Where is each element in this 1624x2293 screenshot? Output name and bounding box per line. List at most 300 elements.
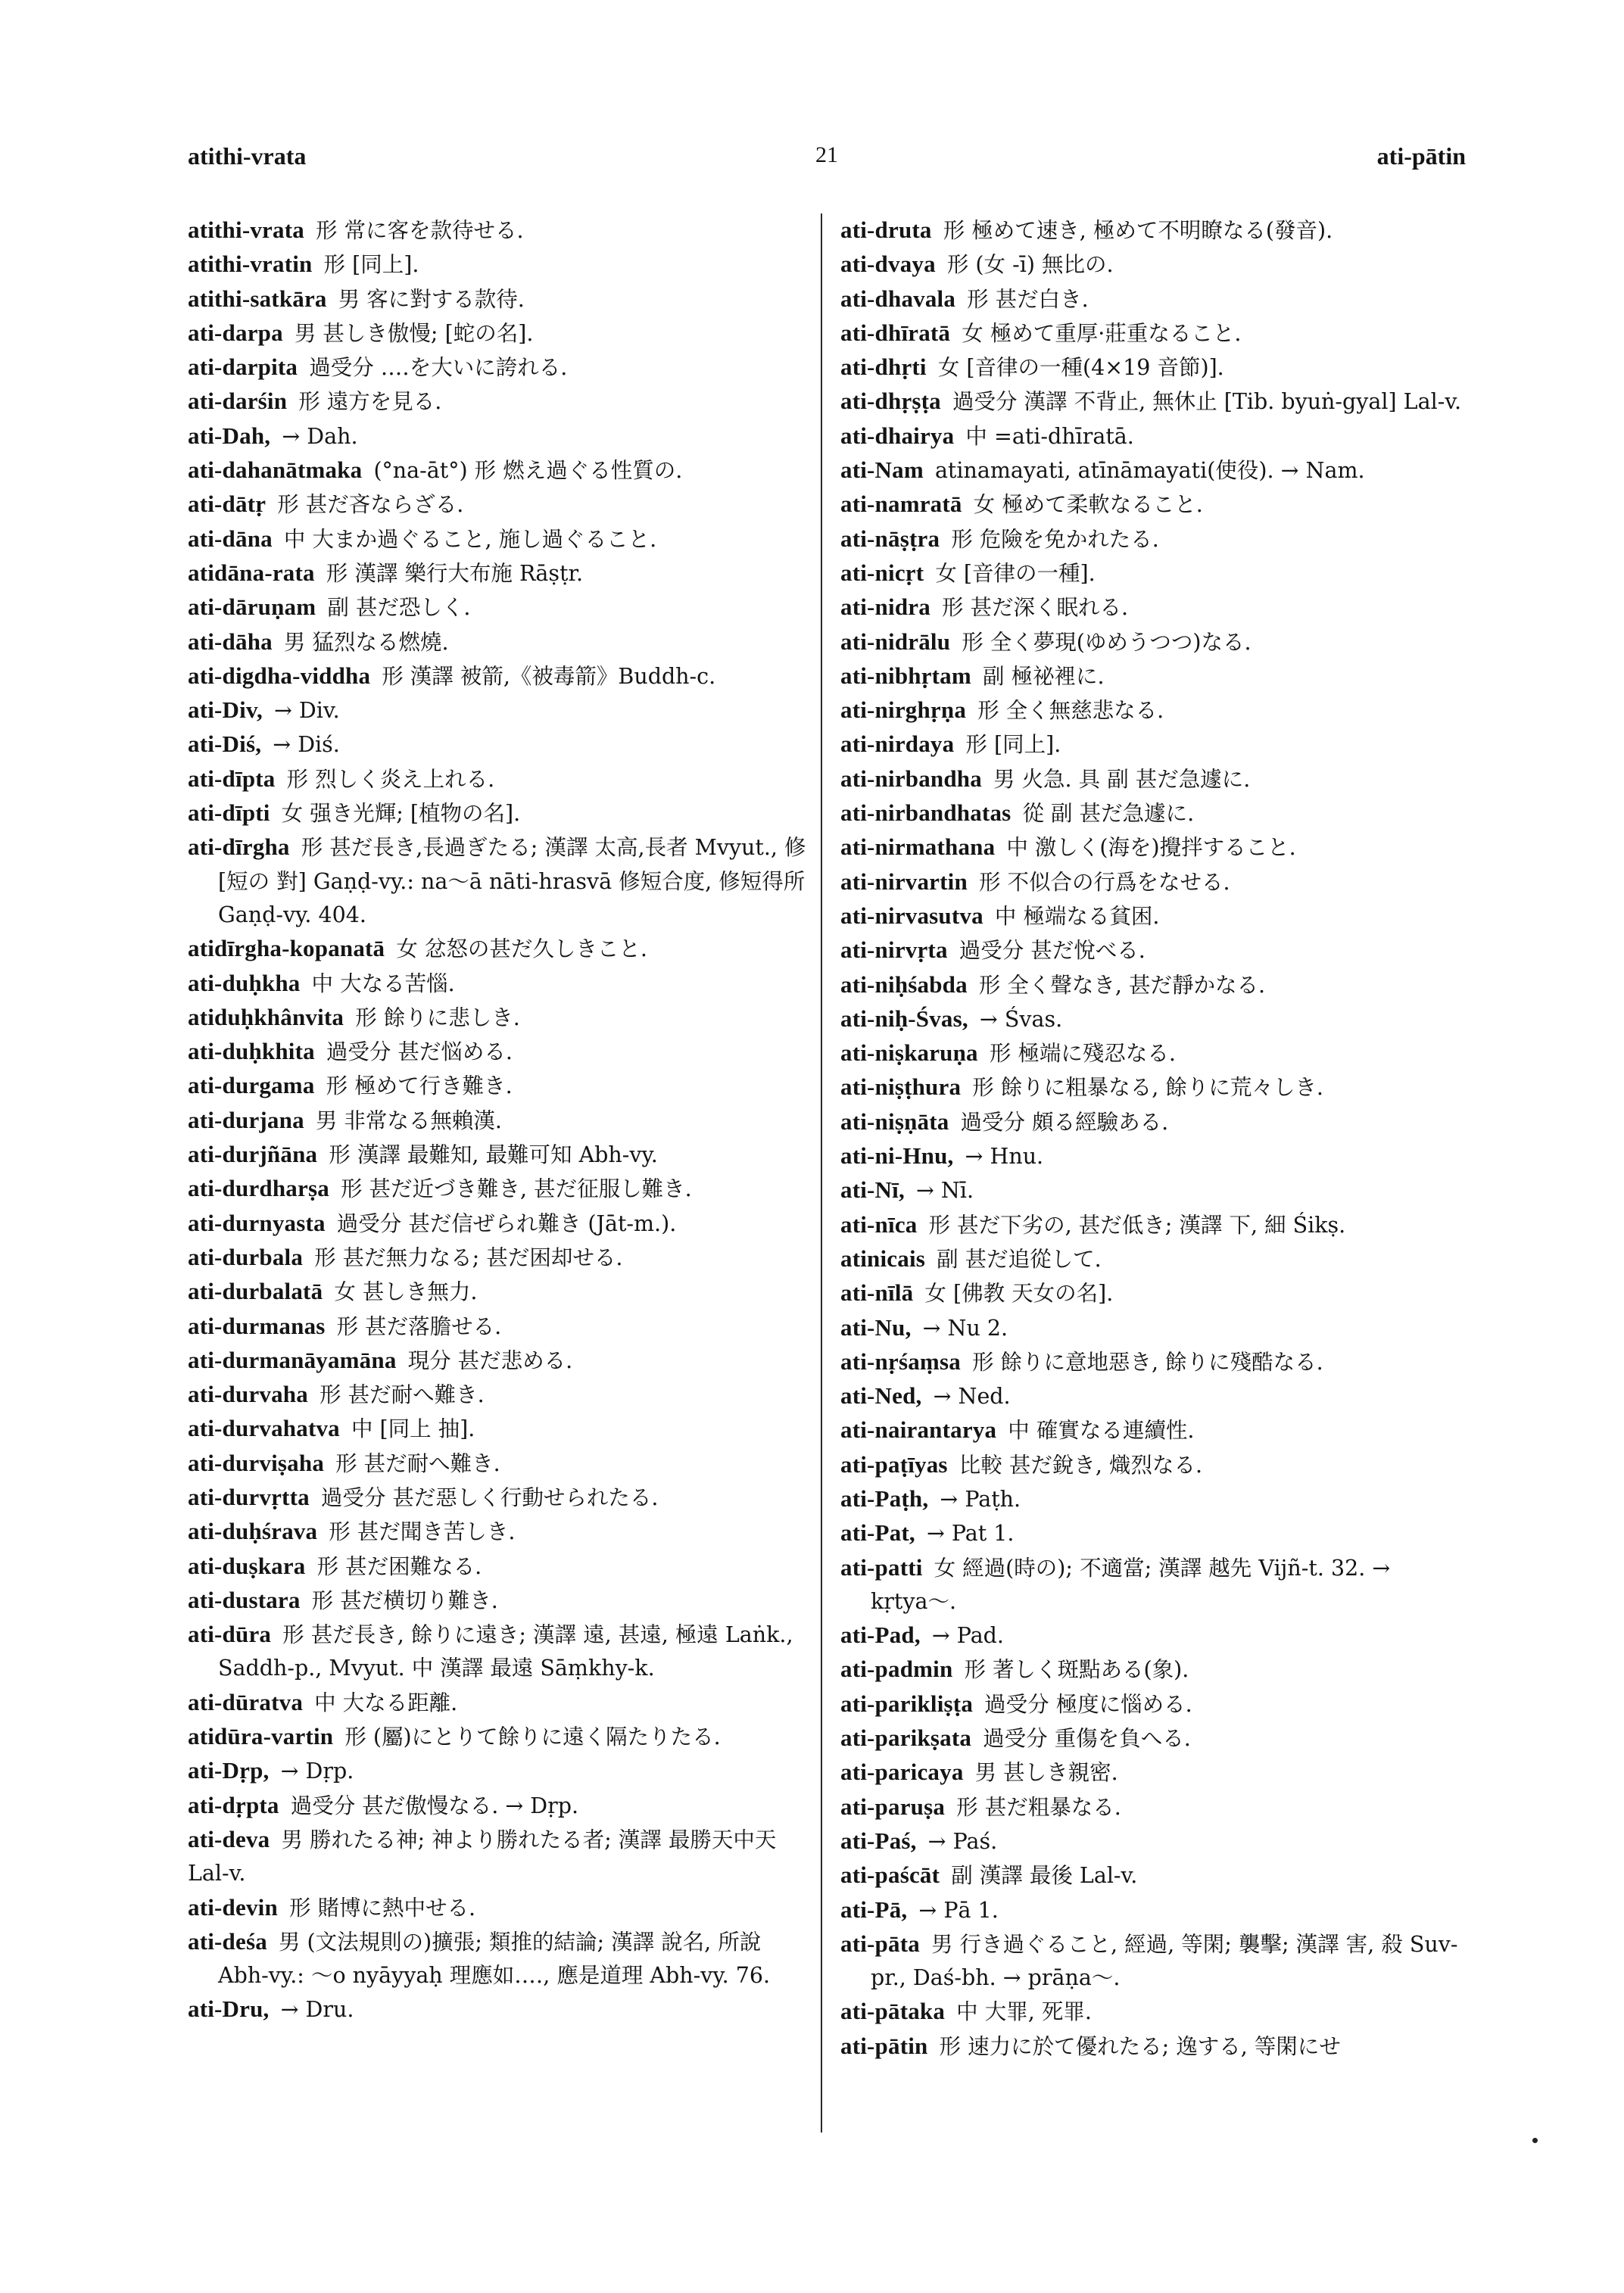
dictionary-entry: [840, 1276, 1470, 1310]
entry-definition: 男 客に對する款待.: [338, 286, 525, 312]
dictionary-entry: [188, 967, 818, 1001]
entry-definition: 形 [同上].: [965, 732, 1061, 758]
dictionary-entry: [188, 316, 818, 350]
entry-definition: 過受分 甚だ悅べる.: [959, 938, 1146, 964]
dictionary-entry: [840, 556, 1470, 590]
entry-headword: ati-durgama: [188, 1072, 315, 1099]
dictionary-entry: [840, 1721, 1470, 1756]
entry-headword: ati-paruṣa: [840, 1793, 946, 1820]
entry-headword: atidīrgha-kopanatā: [188, 935, 385, 962]
dictionary-entry: [188, 488, 818, 522]
right-column: [840, 213, 1470, 2064]
entry-headword: ati-nirbandhatas: [840, 799, 1011, 827]
entry-definition: 形 甚だ困難なる.: [316, 1553, 482, 1579]
entry-definition: 形 極めて速き, 極めて不明瞭なる(發音).: [943, 218, 1333, 243]
dictionary-entry: [188, 1720, 818, 1754]
dictionary-entry: [840, 1516, 1470, 1550]
entry-headword: ati-durjana: [188, 1106, 304, 1133]
dictionary-entry: [188, 385, 818, 419]
dictionary-entry: [840, 1824, 1470, 1858]
dictionary-entry: [840, 865, 1470, 899]
dictionary-entry: [840, 1036, 1470, 1070]
dictionary-entry: [840, 1413, 1470, 1447]
entry-headword: ati-dāha: [188, 628, 273, 655]
entry-headword: atidūra-vartin: [188, 1723, 334, 1750]
dictionary-entry: [840, 1893, 1470, 1927]
entry-headword: ati-duḥkhita: [188, 1038, 315, 1065]
entry-headword: ati-nidra: [840, 594, 930, 621]
entry-headword: ati-nṛśaṃsa: [840, 1347, 961, 1375]
dictionary-entry: [188, 1310, 818, 1344]
dictionary-entry: [188, 350, 818, 385]
entry-definition: 形 漢譯 最難知, 最難可知 Abh-vy.: [329, 1142, 658, 1168]
dictionary-entry: [840, 899, 1470, 933]
entry-headword: ati-dhairya: [840, 422, 955, 449]
entry-headword: ati-niṣkaruṇa: [840, 1039, 978, 1067]
entry-definition: atinamayati, atīnāmayati(使役). → Nam.: [934, 458, 1365, 484]
entry-headword: ati-parikṣata: [840, 1724, 972, 1752]
entry-headword: ati-durvaha: [188, 1381, 308, 1408]
left-column: [188, 213, 818, 2027]
dictionary-entry: [188, 248, 818, 282]
entry-headword: ati-duḥkha: [188, 969, 301, 996]
entry-definition: 形 全く夢現(ゆめうつつ)なる.: [962, 629, 1252, 655]
entry-definition: 女 强き光輝; [植物の名].: [281, 801, 521, 827]
entry-headword: ati-Nam: [840, 456, 924, 484]
entry-headword: ati-darpita: [188, 354, 298, 381]
entry-headword: ati-pātin: [840, 2032, 928, 2059]
entry-definition: 中 大なる距離.: [314, 1690, 458, 1715]
page-header: [188, 142, 1466, 180]
entry-definition: 過受分 ‥‥を大いに誇れる.: [309, 355, 568, 381]
entry-definition: → Pad.: [931, 1623, 1004, 1649]
dictionary-entry: [188, 419, 818, 453]
entry-definition: 過受分 重傷を負へる.: [983, 1726, 1191, 1752]
entry-headword: atithi-vratin: [188, 251, 313, 278]
entry-definition: 女 忿怒の甚だ久しきこと.: [396, 936, 647, 962]
dictionary-entry: [188, 1001, 818, 1035]
entry-definition: 過受分 甚だ傲慢なる. → Dṛp.: [290, 1793, 579, 1818]
entry-definition: → Nī.: [915, 1178, 974, 1204]
entry-definition: 副 甚だ恐しく.: [327, 595, 471, 621]
entry-headword: ati-dhṛṣṭa: [840, 388, 941, 415]
entry-headword: ati-dhṛti: [840, 354, 927, 381]
dictionary-entry: [188, 453, 818, 488]
entry-headword: ati-dūra: [188, 1621, 272, 1648]
entry-headword: ati-nairantarya: [840, 1416, 997, 1444]
entry-definition: 形 不似合の行爲をなせる.: [978, 869, 1230, 895]
dictionary-entry: [188, 213, 818, 248]
entry-headword: ati-dahanātmaka: [188, 456, 363, 484]
entry-headword: ati-digdha-viddha: [188, 662, 371, 689]
entry-definition: 女 極めて柔軟なること.: [973, 492, 1203, 518]
entry-definition: 形 甚だ吝ならざる.: [277, 492, 464, 518]
dictionary-entry: [188, 1069, 818, 1103]
dictionary-entry: [188, 1789, 818, 1823]
entry-definition: → Paś.: [927, 1828, 998, 1854]
dictionary-entry: [188, 1172, 818, 1206]
entry-definition: 過受分 漢譯 不背止, 無休止 [Tib. byuṅ-gyal] Lal-v.: [952, 389, 1462, 415]
dictionary-entry: [840, 727, 1470, 762]
dictionary-entry: [840, 1173, 1470, 1207]
entry-definition: 男 火急. 具 副 甚だ急遽に.: [993, 766, 1251, 792]
dictionary-entry: [188, 1550, 818, 1584]
dictionary-entry: [840, 659, 1470, 693]
dictionary-entry: [188, 1275, 818, 1309]
entry-headword: ati-nirvṛta: [840, 936, 948, 964]
dictionary-entry: [188, 1925, 818, 1993]
dictionary-entry: [188, 1515, 818, 1549]
entry-definition: 中 =ati-dhīratā.: [965, 423, 1134, 449]
entry-definition: 中 確實なる連續性.: [1008, 1418, 1195, 1444]
entry-headword: ati-dīpta: [188, 765, 276, 792]
dictionary-entry: [188, 282, 818, 316]
entry-headword: ati-duṣkara: [188, 1552, 306, 1579]
dictionary-entry: [188, 762, 818, 796]
dictionary-entry: [188, 932, 818, 966]
entry-headword: ati-nibhṛtam: [840, 662, 971, 689]
entry-definition: 中 大なる苦惱.: [311, 970, 455, 996]
entry-headword: ati-deśa: [188, 1927, 267, 1955]
dictionary-entry: [840, 488, 1470, 522]
dictionary-entry: [840, 796, 1470, 830]
entry-headword: ati-durvṛtta: [188, 1483, 310, 1510]
entry-headword: ati-nirvartin: [840, 868, 968, 895]
dictionary-entry: [188, 1618, 818, 1686]
entry-definition: 形 烈しく炎え上れる.: [286, 766, 495, 792]
dictionary-entry: [840, 350, 1470, 385]
entry-definition: 副 極祕裡に.: [982, 663, 1105, 689]
entry-definition: 從 副 甚だ急遽に.: [1022, 801, 1195, 827]
entry-definition: 形 甚だ長き,長過ぎたる; 漢譯 太高,長者 Mvyut., 修 [短の 對] Gaṇḍ-vy.: na〜ā nāti-hrasvā 修短合度, 修短得所 Gaṇḍ-vy. 404.: [218, 835, 806, 927]
dictionary-entry: [840, 1139, 1470, 1173]
dictionary-entry: [840, 419, 1470, 453]
print-speck: [1532, 2138, 1538, 2143]
entry-definition: 形 甚だ粗暴なる.: [956, 1794, 1121, 1820]
entry-headword: ati-parikliṣṭa: [840, 1690, 974, 1717]
entry-headword: ati-Dṛp,: [188, 1757, 270, 1784]
dictionary-entry: [840, 1379, 1470, 1413]
entry-headword: atinicais: [840, 1245, 926, 1272]
entry-definition: 過受分 極度に惱める.: [984, 1691, 1192, 1717]
entry-headword: ati-dīrgha: [188, 833, 290, 861]
entry-headword: ati-durjñāna: [188, 1141, 318, 1168]
dictionary-entry: [840, 522, 1470, 556]
entry-headword: ati-patti: [840, 1553, 923, 1581]
entry-definition: 形 甚だ耐へ難き.: [320, 1382, 485, 1408]
entry-definition: 中 極端なる貧困.: [994, 903, 1160, 929]
entry-headword: ati-Pat,: [840, 1519, 915, 1547]
entry-headword: ati-paścāt: [840, 1862, 940, 1889]
entry-definition: 中 大罪, 死罪.: [956, 1999, 1092, 2025]
dictionary-entry: [188, 625, 818, 659]
dictionary-entry: [840, 2030, 1470, 2064]
entry-definition: → Pā 1.: [918, 1897, 999, 1923]
entry-definition: → Ned.: [933, 1384, 1011, 1410]
entry-headword: ati-nirbandha: [840, 765, 982, 792]
entry-headword: ati-dātṛ: [188, 491, 267, 518]
entry-definition: 比較 甚だ銳き, 熾烈なる.: [959, 1452, 1203, 1478]
entry-definition: (°na-āt°) 形 燃え過ぐる性質の.: [373, 458, 683, 484]
entry-definition: 形 [同上].: [323, 252, 419, 278]
dictionary-entry: [188, 659, 818, 693]
dictionary-entry: [840, 1756, 1470, 1790]
dictionary-entry: [840, 213, 1470, 248]
entry-headword: ati-nirvasutva: [840, 902, 983, 929]
entry-definition: 男 (文法規則の)擴張; 類推的結論; 漢譯 說名, 所說 Abh-vy.: 〜o nyāyyaḥ 理應如‥‥, 應是道理 Abh-vy. 76.: [218, 1929, 771, 1989]
entry-definition: 過受分 甚だ悩める.: [326, 1039, 513, 1065]
dictionary-entry: [840, 385, 1470, 419]
entry-definition: 過受分 甚だ惡しく行動せられたる.: [320, 1485, 659, 1510]
entry-definition: → Śvas.: [979, 1006, 1063, 1032]
entry-headword: ati-paricaya: [840, 1759, 964, 1786]
entry-headword: ati-Paṭh,: [840, 1485, 929, 1512]
entry-headword: ati-darpa: [188, 319, 283, 346]
entry-definition: 男 甚しき傲慢; [蛇の名].: [294, 320, 534, 346]
entry-headword: atithi-satkāra: [188, 285, 327, 312]
entry-headword: ati-durmanāyamāna: [188, 1346, 397, 1373]
entry-headword: ati-Pā,: [840, 1896, 908, 1923]
entry-definition: → Hnu.: [965, 1144, 1044, 1170]
dictionary-entry: [840, 248, 1470, 282]
dictionary-entry: [840, 1448, 1470, 1482]
entry-definition: 女 極めて重厚·莊重なること.: [962, 320, 1242, 346]
entry-definition: 女 [佛教 天女の名].: [924, 1281, 1114, 1307]
dictionary-entry: [840, 1551, 1470, 1619]
header-first-headword: atithi-vrata: [188, 142, 307, 170]
entry-definition: 形 甚だ深く眠れる.: [941, 595, 1129, 621]
entry-headword: ati-dūratva: [188, 1688, 304, 1715]
entry-definition: 男 非常なる無賴漢.: [315, 1108, 502, 1133]
dictionary-entry: [840, 1311, 1470, 1345]
dictionary-entry: [840, 1790, 1470, 1824]
entry-headword: atiduḥkhânvita: [188, 1003, 344, 1030]
entry-headword: ati-nidrālu: [840, 628, 951, 655]
dictionary-entry: [188, 1686, 818, 1720]
entry-headword: ati-durbala: [188, 1243, 304, 1270]
entry-definition: 女 經過(時の); 不適當; 漢譯 越先 Vijñ-t. 32. → kṛtya〜.: [871, 1555, 1391, 1614]
entry-headword: ati-padmin: [840, 1656, 953, 1683]
entry-definition: 形 甚だ白き.: [967, 286, 1089, 312]
dictionary-entry: [840, 933, 1470, 967]
entry-definition: 形 (屬)にとりて餘りに遠く隔たりたる.: [344, 1724, 721, 1750]
entry-definition: → Pat 1.: [926, 1521, 1015, 1547]
dictionary-entry: [840, 590, 1470, 625]
entry-headword: ati-dvaya: [840, 251, 936, 278]
entry-headword: ati-dṛpta: [188, 1791, 279, 1818]
entry-headword: ati-darśin: [188, 388, 288, 415]
entry-headword: ati-durnyasta: [188, 1209, 326, 1236]
dictionary-entry: [188, 1207, 818, 1241]
entry-definition: 女 [音律の一種].: [935, 560, 1096, 586]
entry-headword: ati-Ned,: [840, 1382, 922, 1410]
entry-definition: 中 大まか過ぐること, 施し過ぐること.: [283, 526, 657, 552]
entry-headword: ati-niṣṭhura: [840, 1073, 962, 1101]
entry-headword: ati-nīca: [840, 1210, 918, 1238]
entry-headword: ati-nirghṛṇa: [840, 696, 967, 724]
entry-definition: → Nu 2.: [922, 1315, 1008, 1341]
entry-definition: 中 激しく(海を)攪拌すること.: [1006, 835, 1296, 861]
entry-definition: 男 勝れたる神; 神より勝れたる者; 漢譯 最勝天中天 Lal-v.: [188, 1827, 777, 1886]
entry-headword: ati-Paś,: [840, 1827, 917, 1854]
entry-headword: ati-niḥśabda: [840, 970, 968, 998]
entry-definition: 副 漢譯 最後 Lal-v.: [951, 1863, 1138, 1889]
dictionary-entry: [840, 1345, 1470, 1379]
dictionary-entry: [188, 1138, 818, 1172]
entry-definition: → Dah.: [282, 423, 358, 449]
entry-definition: 形 全く無慈悲なる.: [977, 698, 1164, 724]
dictionary-entry: [840, 1618, 1470, 1653]
dictionary-entry: [188, 1035, 818, 1069]
dictionary-entry: [840, 316, 1470, 350]
entry-headword: ati-nāṣṭra: [840, 525, 940, 552]
dictionary-entry: [840, 1002, 1470, 1036]
dictionary-entry: [188, 1992, 818, 2027]
entry-definition: 形 餘りに悲しき.: [355, 1005, 520, 1030]
entry-definition: 形 漢譯 樂行大布施 Rāṣṭr.: [326, 560, 584, 586]
dictionary-entry: [840, 625, 1470, 659]
dictionary-entry: [840, 1995, 1470, 2029]
entry-headword: ati-nirdaya: [840, 731, 955, 758]
dictionary-entry: [840, 282, 1470, 316]
entry-headword: ati-Div,: [188, 696, 263, 724]
dictionary-entry: [188, 1584, 818, 1618]
entry-headword: ati-durmanas: [188, 1312, 326, 1339]
entry-definition: 形 甚だ落膽せる.: [336, 1313, 502, 1339]
dictionary-entry: [840, 1653, 1470, 1687]
entry-headword: ati-dīpti: [188, 799, 270, 827]
dictionary-entry: [188, 796, 818, 830]
entry-headword: ati-durdharṣa: [188, 1175, 329, 1202]
entry-definition: 形 甚だ聞き苦しき.: [329, 1519, 516, 1545]
entry-definition: → Dṛp.: [280, 1759, 354, 1784]
entry-definition: 形 常に客を款待せる.: [315, 218, 524, 243]
entry-headword: atidāna-rata: [188, 559, 315, 586]
entry-headword: ati-Dru,: [188, 1995, 270, 2023]
entry-definition: 形 漢譯 被箭,《被毒箭》Buddh-c.: [382, 663, 716, 689]
entry-headword: ati-Nī,: [840, 1176, 905, 1204]
dictionary-entry: [188, 590, 818, 625]
dictionary-entry: [840, 1927, 1470, 1995]
entry-headword: ati-pāta: [840, 1930, 920, 1957]
entry-definition: 形 甚だ近づき難き, 甚だ征服し難き.: [340, 1176, 692, 1202]
dictionary-entry: [188, 1344, 818, 1378]
entry-definition: 形 賭博に熱中せる.: [288, 1895, 476, 1921]
entry-definition: 男 甚しき親密.: [974, 1760, 1118, 1786]
dictionary-entry: [188, 1378, 818, 1412]
dictionary-entry: [840, 1070, 1470, 1104]
entry-definition: 形 極端に殘忍なる.: [989, 1041, 1176, 1067]
entry-definition: 形 極めて行き難き.: [326, 1073, 513, 1099]
entry-definition: 形 甚だ長き, 餘りに遠き; 漢譯 遠, 甚遠, 極遠 Laṅk., Saddh-p., Mvyut. 中 漢譯 最遠 Sāṃkhy-k.: [218, 1622, 793, 1681]
entry-headword: ati-Pad,: [840, 1622, 921, 1649]
entry-definition: 形 甚だ無力なる; 甚だ困却せる.: [314, 1245, 623, 1270]
dictionary-entry: [188, 1104, 818, 1138]
entry-definition: 形 遠方を見る.: [298, 389, 442, 415]
entry-definition: 形 餘りに粗暴なる, 餘りに荒々しき.: [972, 1075, 1323, 1101]
entry-headword: ati-durbalatā: [188, 1278, 323, 1305]
entry-headword: ati-niṣṇāta: [840, 1108, 949, 1135]
column-divider: [821, 213, 822, 2133]
entry-headword: ati-Nu,: [840, 1313, 912, 1341]
dictionary-entry: [188, 556, 818, 590]
entry-headword: ati-Dah,: [188, 422, 271, 449]
dictionary-entry: [840, 453, 1470, 488]
dictionary-entry: [188, 1823, 818, 1891]
dictionary-entry: [188, 1481, 818, 1515]
entry-headword: ati-nīlā: [840, 1279, 914, 1307]
dictionary-entry: [188, 1891, 818, 1925]
entry-definition: 形 甚だ耐へ難き.: [335, 1450, 500, 1476]
entry-headword: ati-durvahatva: [188, 1415, 340, 1442]
dictionary-entry: [840, 1208, 1470, 1242]
entry-definition: 形 甚だ横切り難き.: [311, 1587, 498, 1613]
entry-definition: 現分 甚だ悲める.: [407, 1347, 573, 1373]
entry-definition: 形 (女 -ī) 無比の.: [946, 252, 1114, 278]
entry-headword: ati-dāna: [188, 525, 273, 552]
dictionary-entry: [188, 1412, 818, 1446]
entry-headword: ati-druta: [840, 217, 932, 243]
dictionary-entry: [188, 693, 818, 727]
dictionary-entry: [840, 1482, 1470, 1516]
entry-definition: 女 甚しき無力.: [334, 1279, 478, 1305]
entry-definition: 形 速力に於て優れたる; 逸する, 等閑にせ: [939, 2033, 1341, 2059]
header-last-headword: ati-pātin: [1376, 142, 1466, 170]
entry-definition: → Dru.: [280, 1997, 354, 2023]
entry-headword: ati-nicṛt: [840, 559, 924, 586]
dictionary-entry: [188, 1241, 818, 1275]
entry-definition: 男 猛烈なる燃燒.: [283, 629, 449, 655]
dictionary-entry: [840, 830, 1470, 865]
entry-definition: → Diś.: [273, 732, 340, 758]
page-number: 21: [815, 142, 838, 167]
dictionary-entry: [840, 968, 1470, 1002]
dictionary-entry: [188, 1447, 818, 1481]
dictionary-entry: [840, 1858, 1470, 1893]
entry-headword: ati-niḥ-Śvas,: [840, 1005, 968, 1032]
entry-headword: atithi-vrata: [188, 217, 304, 243]
entry-headword: ati-dāruṇam: [188, 594, 316, 621]
dictionary-entry: [840, 693, 1470, 727]
entry-definition: → Paṭh.: [940, 1486, 1021, 1512]
entry-definition: 過受分 頗る經驗ある.: [960, 1109, 1169, 1135]
entry-definition: 過受分 甚だ信ぜられ難き (Jāt-m.).: [336, 1210, 677, 1236]
entry-headword: ati-deva: [188, 1825, 270, 1852]
entry-headword: ati-namratā: [840, 491, 962, 518]
entry-headword: ati-devin: [188, 1893, 278, 1921]
dictionary-entry: [188, 727, 818, 762]
dictionary-entry: [188, 830, 818, 932]
entry-headword: ati-durviṣaha: [188, 1449, 325, 1476]
entry-headword: ati-paṭīyas: [840, 1450, 948, 1478]
dictionary-entry: [188, 522, 818, 556]
entry-definition: 形 危險を免かれたる.: [951, 526, 1159, 552]
entry-headword: ati-pātaka: [840, 1998, 946, 2025]
entry-definition: 形 著しく斑點ある(象).: [964, 1657, 1189, 1683]
dictionary-entry: [840, 1242, 1470, 1276]
entry-headword: ati-Diś,: [188, 731, 262, 758]
dictionary-entry: [840, 762, 1470, 796]
entry-headword: ati-nirmathana: [840, 833, 996, 861]
dictionary-entry: [188, 1754, 818, 1788]
entry-headword: ati-dhīratā: [840, 319, 951, 346]
entry-definition: → Div.: [273, 698, 340, 724]
entry-definition: 女 [音律の一種(4×19 音節)].: [937, 355, 1224, 381]
entry-headword: ati-duḥśrava: [188, 1518, 318, 1545]
entry-definition: 形 餘りに意地惡き, 餘りに殘酷なる.: [971, 1349, 1323, 1375]
dictionary-entry: [840, 1687, 1470, 1721]
entry-definition: 形 甚だ下劣の, 甚だ低き; 漢譯 下, 細 Śikṣ.: [928, 1212, 1346, 1238]
